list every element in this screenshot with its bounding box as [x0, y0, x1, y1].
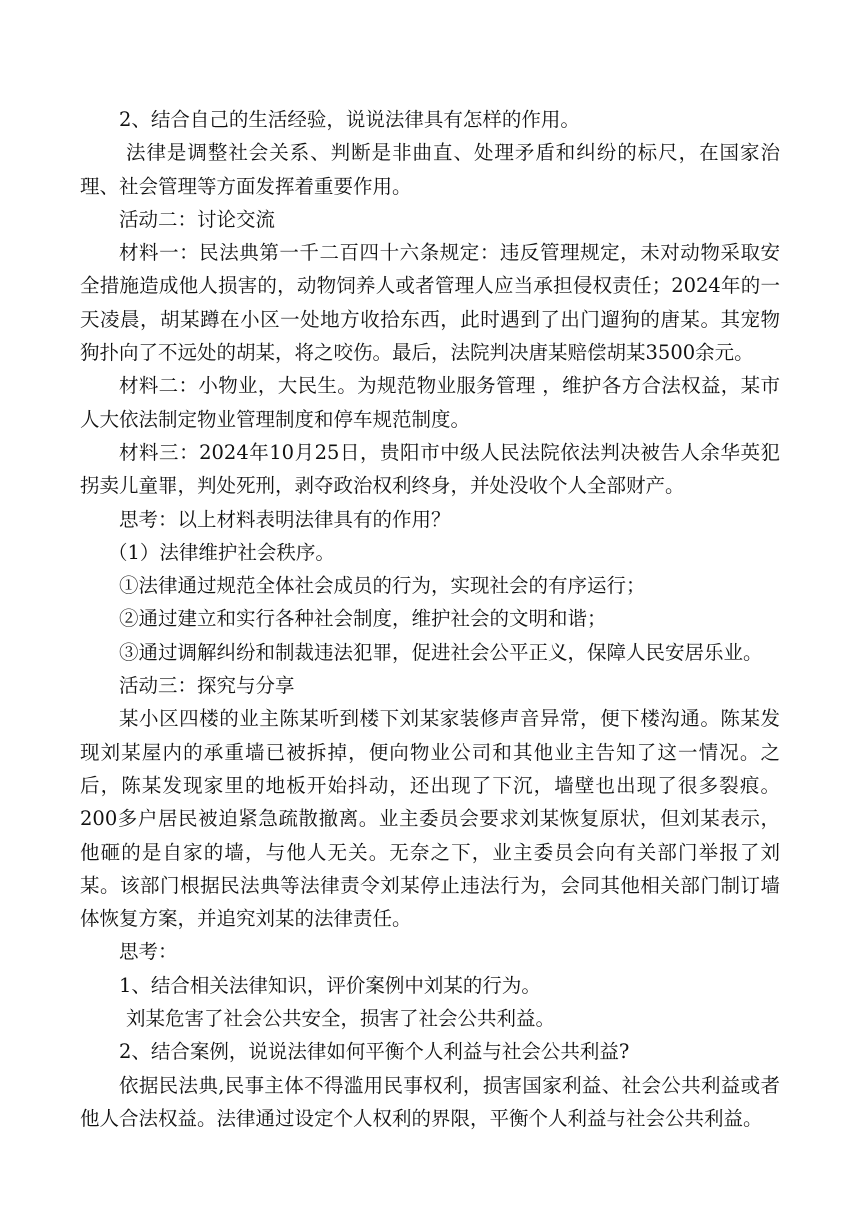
material-3: 材料三：2024年10月25日，贵阳市中级人民法院依法判决被告人余华英犯拐卖儿童罪，判处死刑，剥夺政治权利终身，并处没收个人全部财产。	[80, 440, 780, 498]
case-description: 某小区四楼的业主陈某听到楼下刘某家装修声音异常，便下楼沟通。陈某发现刘某屋内的承重墙已被拆掉，便向物业公司和其他业主告知了这一情况。之后，陈某发现家里的地板开始抖动，还出现了下沉，墙壁也出现了很多裂痕。200多户居民被迫紧急疏散撤离。业主委员会要求刘某恢复原状，但刘某表示，他砸的是自家的墙，与他人无关。无奈之下，业主委员会向有关部门举报了刘某。该部门根据民法典等法律责令刘某停止违法行为，会同其他相关部门制订墙体恢复方案，并追究刘某的法律责任。	[80, 707, 780, 931]
answer-law-role: 法律是调整社会关系、判断是非曲直、处理矛盾和纠纷的标尺，在国家治理、社会管理等方面发挥着重要作用。	[80, 141, 780, 198]
case-answer-2: 依据民法典,民事主体不得滥用民事权利，损害国家利益、社会公共利益或者他人合法权益。法律通过设定个人权利的界限，平衡个人利益与社会公共利益。	[80, 1073, 780, 1130]
point-1-item-1: ①法律通过规范全体社会成员的行为，实现社会的有序运行；	[119, 574, 646, 598]
think-question: 思考：以上材料表明法律具有的作用？	[119, 507, 451, 531]
case-question-1: 1、结合相关法律知识，评价案例中刘某的行为。	[119, 973, 541, 997]
activity-3-heading: 活动三：探究与分享	[119, 674, 295, 698]
material-2: 材料二：小物业，大民生。为规范物业服务管理 ，维护各方合法权益，某市人大依法制定物业管理制度和停车规范制度。	[80, 374, 780, 431]
point-1-heading: （1）法律维护社会秩序。	[108, 540, 335, 564]
case-answer-1: 刘某危害了社会公共安全，损害了社会公共利益。	[126, 1007, 556, 1031]
think-heading: 思考：	[119, 940, 178, 964]
case-question-2: 2、结合案例，说说法律如何平衡个人利益与社会公共利益?	[119, 1040, 630, 1064]
document-page	[80, 103, 780, 1135]
activity-2-heading: 活动二：讨论交流	[119, 207, 276, 231]
material-1: 材料一：民法典第一千二百四十六条规定：违反管理规定，未对动物采取安全措施造成他人损害的，动物饲养人或者管理人应当承担侵权责任；2024年的一天凌晨，胡某蹲在小区一处地方收拾东西，此时遇到了出门遛狗的唐某。其宠物狗扑向了不远处的胡某，将之咬伤。最后，法院判决唐某赔偿胡某3500余元。	[80, 241, 780, 365]
point-1-item-3: ③通过调解纠纷和制裁违法犯罪，促进社会公平正义，保障人民安居乐业。	[119, 640, 763, 664]
point-1-item-2: ②通过建立和实行各种社会制度，维护社会的文明和谐；	[119, 607, 607, 631]
question-2-heading: 2、结合自己的生活经验，说说法律具有怎样的作用。	[119, 108, 580, 131]
